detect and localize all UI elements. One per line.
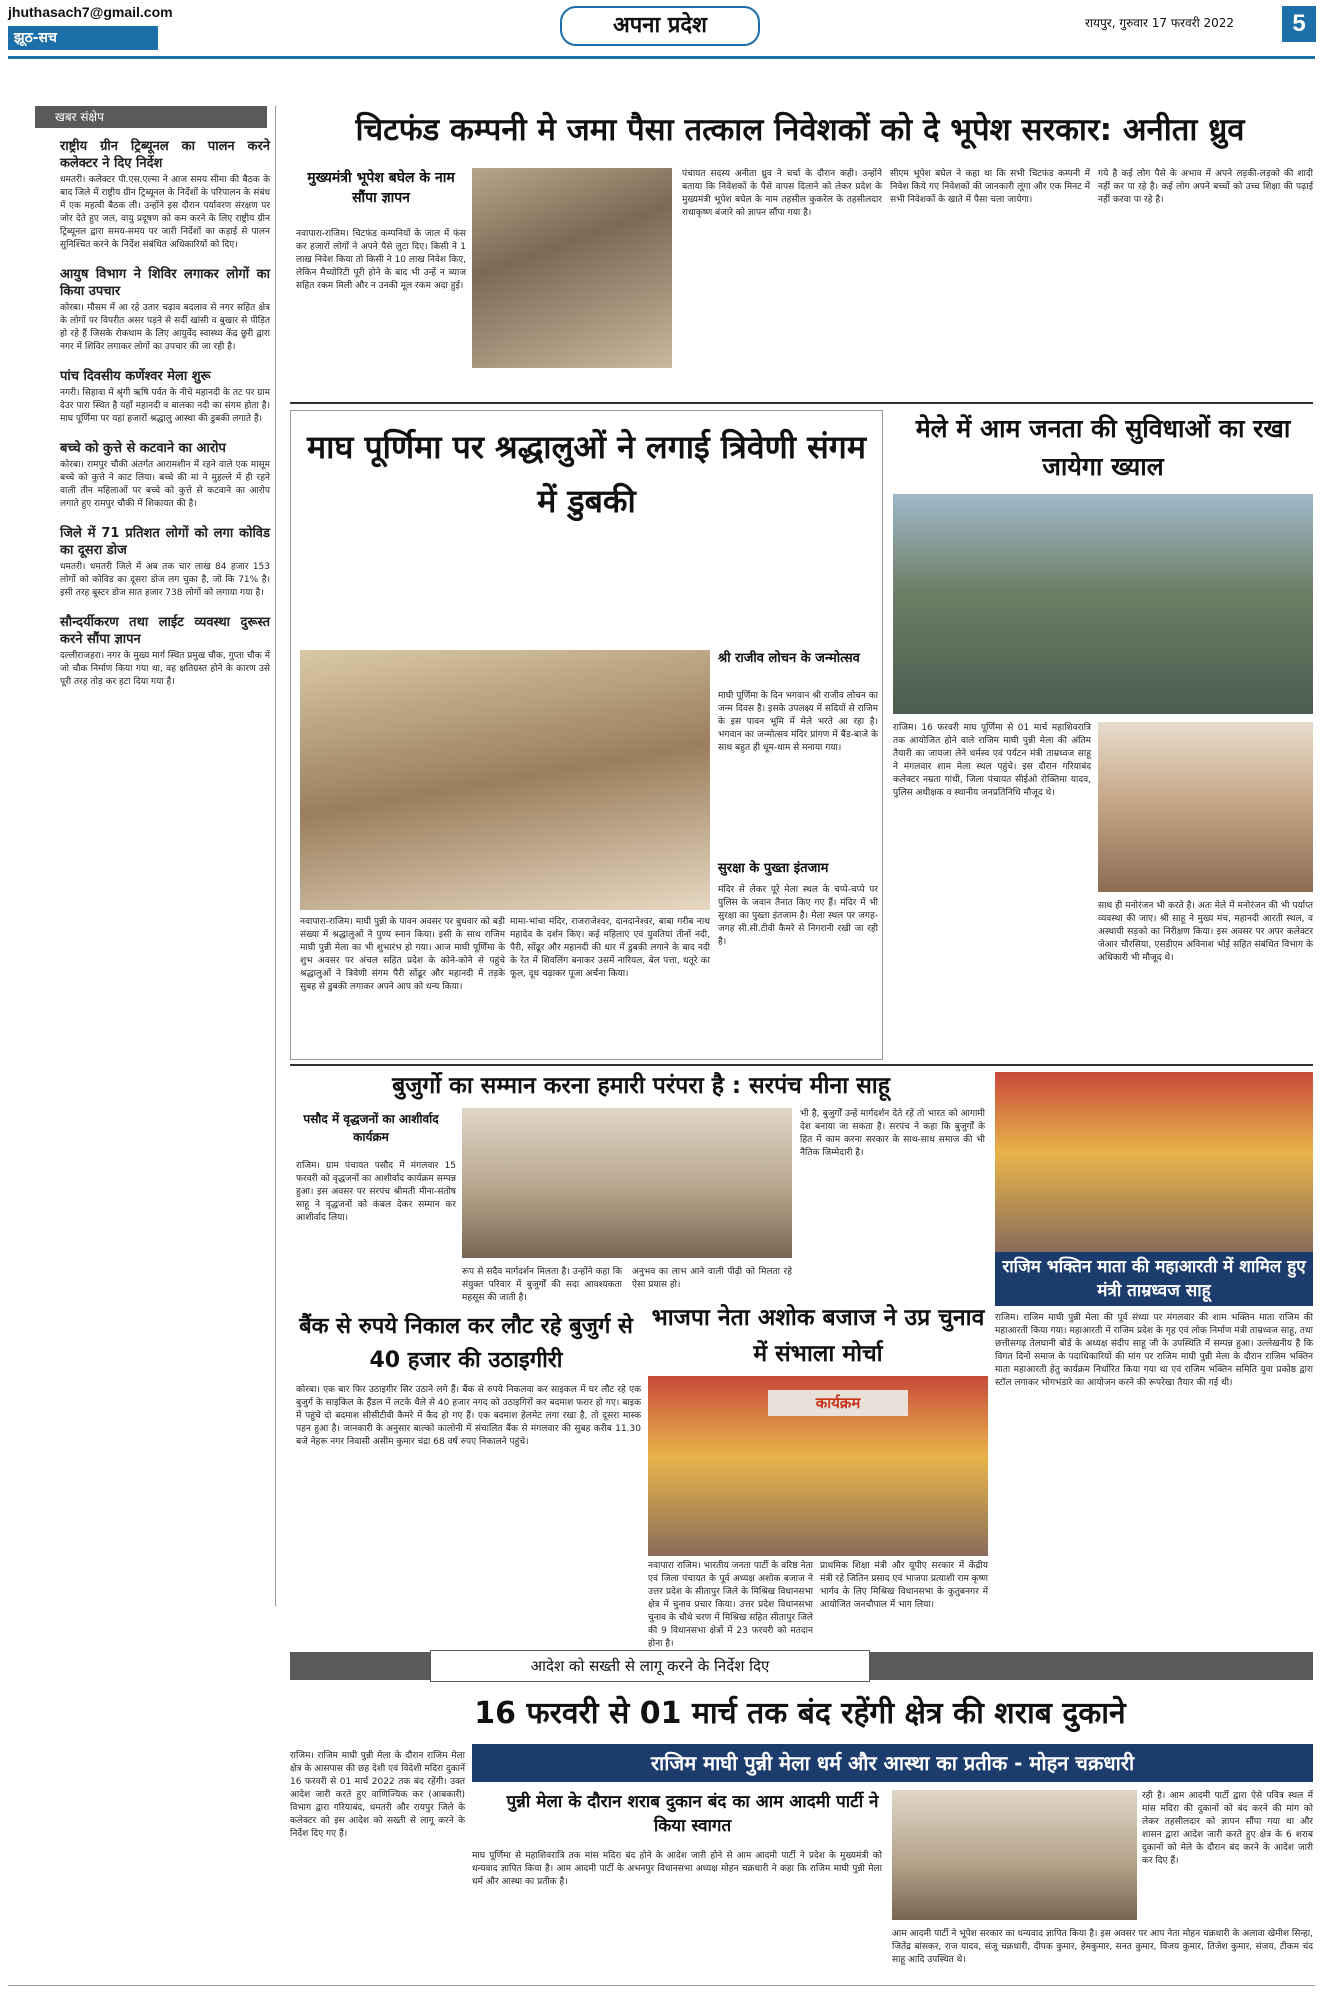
magh-side-body2: मंदिर से लेकर पूरे मेला स्थल के चप्पे-चप्पे पर पुलिस के जवान तैनात किए गए हैं। मंदिर में भी सुरक्षा का पुख्ता इंतजाम है। मेला स्थल पर जगह-जगह सी.सी.टीवी कैमरे से निगरानी रखी जा रही है। (718, 885, 878, 947)
liquor-body-2: माघ पूर्णिमा से महाशिवरात्रि तक मांस मदिरा बंद होने के आदेश जारी होने से आम आदमी पार्टी ने प्रदेश के मुख्यमंत्री को धन्यवाद ज्ञापित किया है। आम आदमी पार्टी के अभनपुर विधानसभा अध्यक्ष मोहन चक्रधारी ने कहा कि राजिम माघी पुन्नी मेला धर्म और आस्था का प्रतीक है। (472, 1851, 882, 1887)
mela-body-2: साथ ही मनोरंजन भी करते है। अतः मेले में मनोरंजन की भी पर्याप्त व्यवस्था की जाए। श्री साहू ने मुख्य मंच, महानदी आरती स्थल, व अस्थायी सड़को का निरीक्षण किया। इस अवसर पर अपर कलेक्टर जेआर चौरसिया, एसडीएम अविनाश भोई सहित संबंधित विभाग के अधिकारी भी मौजूद थे। (1098, 901, 1313, 963)
mid-rule (290, 1064, 1313, 1066)
sarpanch-body-4: भी है, बुजुर्गों उन्हें मार्गदर्शन देते रहें तो भारत को आगामी देश बनाया जा सकता है। सरपंच ने कहा कि बुजुर्गों के हित में काम करना सरकार के साथ-साथ समाज की भी नैतिक जिम्मेदारी है। (800, 1109, 985, 1158)
brief-label: खबर संक्षेप (35, 106, 267, 128)
magh-side-title2: सुरक्षा के पुख्ता इंतजाम (718, 861, 829, 876)
dateline: रायपुर, गुरुवार 17 फरवरी 2022 (1085, 16, 1235, 30)
liquor-photo (892, 1790, 1137, 1920)
page-number: 5 (1282, 6, 1316, 42)
brief-body-4: धमतरी। धमतरी जिले में अब तक चार लाख 84 हजार 153 लोगों को कोविड का दूसरा डोज लग चुका है, जो कि 71% है। इसी तरह बूस्टर डोज सात हजार 738 लोगों को लगाया गया है। (60, 562, 270, 598)
bjp-banner: कार्यक्रम (768, 1390, 908, 1416)
liquor-body-4: आम आदमी पार्टी ने भूपेश सरकार का धन्यवाद ज्ञापित किया है। इस अवसर पर आप नेता मोहन चक्रधारी के अलावा खेमीश सिन्हा, जितेंद्र बांसकर, राज यादव, संजू चक्रधारी, दीपक कुमार, हेमकुमार, सनत कुमार, विजय कुमार, तिजेश कुमार, संजय, टीकम चंद साहू आदि उपस्थित थे। (892, 1929, 1313, 1965)
magh-headline: माघ पूर्णिमा पर श्रद्धालुओं ने लगाई त्रिवेणी संगम में डुबकी (307, 428, 866, 520)
lead-col-4: गये है कई लोग पैसे के अभाव में अपने लड़की-लड़को की शादी नहीं कर पा रहे है। कई लोग अपने बच्चों को उच्च शिक्षा की पढ़ाई नहीं करवा पा रहे है। (1098, 169, 1313, 205)
magh-photo (300, 650, 710, 910)
lead-headline: चिटफंड कम्पनी मे जमा पैसा तत्काल निवेशकों को दे भूपेश सरकार: अनीता ध्रुव (355, 112, 1245, 148)
brief-title-0: राष्ट्रीय ग्रीन ट्रिब्यूनल का पालन करने कलेक्टर ने दिए निर्देश (60, 139, 270, 171)
brief-title-4: जिले में 71 प्रतिशत लोगों को लगा कोविड का दूसरा डोज (60, 526, 270, 558)
magh-body-2: मामा-भांचा मंदिर, राजराजेश्वर, दानदानेश्वर, बाबा गरीब नाथ महादेव के दर्शन किए। कई महिलाएं एवं युवतियां तीनों नदी, पैरी, सोंढूर और महानदी की धार में डुबकी लगाने के बाद नदी के रेत में शिवलिंग बनाकर उसमें नारियल, बेल पत्ता, धतूरे का फूल, दूध चढ़ाकर पूजा अर्चना किया। (510, 917, 710, 979)
bjp-body: नवापारा राजिम। भारतीय जनता पार्टी के वरिष्ठ नेता एवं जिला पंचायत के पूर्व अध्यक्ष अशोक बजाज ने उत्तर प्रदेश के सीतापुर जिले के मिश्रिख विधानसभा क्षेत्र में चुनाव प्रचार किया। उत्तर प्रदेश विधानसभा चुनाव के चौथे चरण में मिश्रिख सहित सीतापुर जिले की 9 विधानसभा क्षेत्रों में 23 फरवरी को मतदान होना है। (648, 1561, 813, 1649)
mela-headline: मेले में आम जनता की सुविधाओं का रखा जायेगा ख्याल (915, 414, 1291, 481)
bjp-photo (648, 1376, 988, 1556)
brief-column (60, 134, 270, 1594)
header-rule (8, 56, 1315, 59)
bhaktin-photo (995, 1072, 1313, 1252)
brief-body-1: कोरबा। मौसम में आ रहे उतार चढ़ाव बदलाव से नगर सहित क्षेत्र के लोगों पर विपरीत असर पड़ने से सर्दी खांसी व बुखार से पीड़ित हो रहे हैं जिसके रोकथाम के लिए आयुर्वेद स्वास्थ्य केंद्र छुरी द्वारा नगर में शिविर लगाकर लोगों का उपचार की जा रही है। (60, 303, 270, 352)
bank-headline: बैंक से रुपये निकाल कर लौट रहे बुजुर्ग से 40 हजार की उठाइगीरी (299, 1314, 633, 1373)
section-title: अपना प्रदेश (560, 6, 760, 46)
liquor-subhead: पुन्नी मेला के दौरान शराब दुकान बंद का आम आदमी पार्टी ने किया स्वागत (506, 1792, 879, 1836)
column-divider (275, 106, 276, 1606)
magh-body: नवापारा-राजिम। माघी पुन्नी के पावन अवसर पर बुधवार को बड़ी संख्या में श्रद्धालुओं ने पुण्य स्नान किया। इसी के साथ राजिम माघी पुन्नी मेला का भी शुभारंभ हो गया। आज माघी पूर्णिमा के शुभ अवसर पर अंचल सहित प्रदेश के कोने-कोने से पहुंचे श्रद्धालुओं ने त्रिवेणी संगम पैरी सोंढूर और महानदी में तड़के सुबह से डुबकी लगाकर अपने आप को धन्य किया। (300, 917, 505, 992)
bhaktin-headline: राजिम भक्तिन माता की महाआरती में शामिल हुए मंत्री ताम्रध्वज साहू (995, 1252, 1313, 1306)
liquor-band: राजिम माघी पुन्नी मेला धर्म और आस्था का प्रतीक - मोहन चक्रधारी (472, 1744, 1313, 1782)
lead-photo (472, 168, 672, 368)
brief-body-2: नगरी। सिहावा में श्रृंगी ऋषि पर्वत के नीचे महानदी के तट पर ग्राम देउर पारा स्थित है यहाँ महानदी व बालका नदी का संगम होता है। माघ पूर्णिमा पर यहां हजारों श्रद्धालु आस्था की डुबकी लगाते हैं। (60, 388, 270, 424)
sarpanch-body: राजिम। ग्राम पंचायत पसौद में मंगलवार 15 फरवरी को वृद्धजनों का आशीर्वाद कार्यक्रम सम्पन्न हुआ। इस अवसर पर सरपंच श्रीमती मीना-संतोष साहू ने वृद्धजनों को कंबल देकर सम्मान कर आशीर्वाद लिया। (296, 1161, 456, 1223)
magh-side-title: श्री राजीव लोचन के जन्मोत्सव (718, 651, 860, 666)
liquor-ribbon: आदेश को सख्ती से लागू करने के निर्देश दिए (430, 1650, 870, 1682)
email-text: jhuthasach7@gmail.com (8, 4, 173, 20)
brief-title-3: बच्चे को कुत्ते से कटवाने का आरोप (60, 441, 226, 456)
mela-body: राजिम। 16 फरवरी माघ पूर्णिमा से 01 मार्च महाशिवरात्रि तक आयोजित होने वाले राजिम माघी पुन्नी मेला की अंतिम तैयारी का जायजा लेने धर्मस्व एवं पर्यटन मंत्री ताम्रध्वज साहू ने मंगलवार शाम मेला स्थल पहुंचे। इस दौरान गरियाबंद कलेक्टर नम्रता गांधी, जिला पंचायत सीईओ रोक्तिमा यादव, पुलिस अधीक्षक व स्थानीय जनप्रतिनिधि मौजूद थे। (893, 723, 1091, 798)
mela-photo-2 (1098, 722, 1313, 892)
brief-title-5: सौन्दर्यीकरण तथा लाईट व्यवस्था दुरूस्त करने सौंपा ज्ञापन (60, 615, 270, 647)
liquor-headline: 16 फरवरी से 01 मार्च तक बंद रहेंगी क्षेत्र की शराब दुकाने (474, 1696, 1126, 1731)
brief-body-5: दल्लीराजहरा। नगर के मुख्य मार्ग स्थित प्रमुख चौक, गुप्ता चौक में जो चौक निर्माण किया गया था, वह क्षतिग्रस्त होने के कारण उसे पूरी तरह तोड़ कर हटा दिया गया है। (60, 651, 270, 687)
bjp-body-2: प्राथमिक शिक्षा मंत्री और यूपीए सरकार में केंद्रीय मंत्री रहे जितिन प्रसाद एवं भाजपा प्रत्याशी राम कृष्ण भार्गव के लिए मिश्रिख विधानसभा के कुतुबनगर में आयोजित जनचौपाल में भाग लिया। (820, 1561, 989, 1610)
brief-title-1: आयुष विभाग ने शिविर लगाकर लोगों का किया उपचार (60, 267, 270, 299)
lead-col-1: नवापारा-राजिम। चिटफंड कम्पनियों के जाल में फंस कर हजारों लोगों ने अपने पैसे लुटा दिए। किसी ने 1 लाख निवेश किया तो किसी ने 10 लाख निवेश किए, लेकिन मैच्योरिटी पूरी होने के बाद भी उन्हें न ब्याज सहित रकम मिली और न उनकी मूल रकम अदा हुई। (296, 229, 466, 291)
liquor-body-3: रही है। आम आदमी पार्टी द्वारा ऐसे पवित्र स्थल में मांस मदिरा की दुकानों को बंद करने की मांग को लेकर तहसीलदार को ज्ञापन सौंपा गया था और शासन द्वारा आदेश जारी करते हुए क्षेत्र के 6 शराब दुकानों को मेले के दौरान बंद करने के आदेश जारी कर दिए हैं। (1142, 1791, 1313, 1866)
liquor-body: राजिम। राजिम माघी पुन्नी मेला के दौरान राजिम मेला क्षेत्र के आसपास की छह देशी एवं विदेशी मदिरा दुकानें 16 फरवरी से 01 मार्च 2022 तक बंद रहेंगी। उक्त आदेश जारी करते हुए वाणिज्यिक कर (आबकारी) विभाग द्वारा गरियाबंद, धमतरी और रायपुर जिले के कलेक्टर को इस आदेश को सख्ती से लागू करने के निर्देश दिए गए हैं। (290, 1751, 465, 1839)
masthead (0, 0, 1323, 60)
bhaktin-body: राजिम। राजिम माघी पुन्नी मेला की पूर्व संध्या पर मंगलवार की शाम भक्तिन माता राजिम की महाआरती किया गया। महाआरती में राजिम प्रदेश के गृह एवं लोक निर्माण मंत्री ताम्रध्वज साहू, तथा छत्तीसगढ़ तेलघानी बोर्ड के अध्यक्ष संदीप साहू जी के उपस्थिति में सम्पन्न हुआ। उल्लेखनीय है कि विगत दिनों समाज के पदाधिकारियों की मांग पर राजिम माघी पुन्नी मेला के दौरान राजिम भक्तिन माता महाआरती हेतु कार्यक्रम निर्धारित किया गया था एवं राजिम भक्तिन समिति युवा प्रकोष्ठ द्वारा स्टॉल लगाकर भोगभंडारे का आयोजन करने की रूपरेखा तैयार की गई थी। (995, 1313, 1313, 1388)
lead-subhead: मुख्यमंत्री भूपेश बघेल के नाम सौंपा ज्ञापन (307, 170, 455, 206)
brief-title-2: पांच दिवसीय कर्णेश्वर मेला शुरू (60, 369, 211, 384)
magh-side-body: माघी पूर्णिमा के दिन भगवान श्री राजीव लोचन का जन्म दिवस है। इसके उपलक्ष्य में सदियों से राजिम के इस पावन भूमि में मेले भरते आ रहा है। भगवान का जन्मोत्सव मंदिर प्रांगण में बैंड-बाजे के साथ बहुत ही धूम-धाम से मनाया गया। (718, 691, 878, 753)
brief-body-3: कोरबा। रामपुर चौकी अंतर्गत आरामशीन में रहने वाले एक मासूम बच्चे को कुत्ते ने काट लिया। बच्चे की मां ने मुहल्ले में ही रहने वाली तीन महिलाओं पर बच्चे को कुत्ते से कटवाने का आरोप लगाते हुए रामपुर चौकी में शिकायत की है। (60, 460, 270, 509)
footer-rule (8, 1985, 1315, 1986)
sarpanch-body-3: अनुभव का लाभ आने वाली पीढ़ी को मिलता रहे ऐसा प्रयास हो। (632, 1267, 792, 1290)
lead-rule (290, 402, 1313, 404)
bank-body: कोरबा। एक बार फिर उठाइगीर सिर उठाने लगे हैं। बैंक से रुपये निकलवा कर साइकल में घर लौट रहे एक बुजुर्ग के साइकिल के हैंडल में लटके थैले से 40 हजार नगद को उठाइगिरों कर बदमाश फरार हो गए। बाइक में पहुंचे दो बदमाश सीसीटीवी कैमरे में कैद हो गए हैं। एक बदमाश हेलमेट लगा रखा है, तो दूसरा मास्क पहन हुआ है। जानकारी के अनुसार बाल्को कालोनी में संचालित बैंक से मंगलवार की सुबह करीब 11.30 बजे नेहरू नगर निवासी असीम कुमार चंद्रा 68 वर्ष रुपए निकालने पहुंचे। (296, 1385, 641, 1447)
sarpanch-headline: बुजुर्गो का सम्मान करना हमारी परंपरा है : सरपंच मीना साहू (392, 1073, 890, 1099)
brand-label: झूठ-सच (8, 26, 158, 50)
sarpanch-body-2: रूप से सदैव मार्गदर्शन मिलता है। उन्होंने कहा कि संयुक्त परिवार में बुजुर्गों की सदा आवश्यकता महसूस की जाती है। (462, 1267, 622, 1303)
mela-photo (893, 494, 1313, 714)
sarpanch-photo (462, 1108, 792, 1258)
brief-body-0: धमतरी। कलेक्टर पी.एस.एल्मा ने आज समय सीमा की बैठक के बाद जिले में राष्ट्रीय ग्रीन ट्रिब्यूनल के निर्देशों के परिपालन के संबंध में एक महत्वी बैठक ली। उन्होंने इस दौरान पर्यावरण संरक्षण पर जोर देते हुए जल, वायु प्रदूषण को कम करने के लिए राष्ट्रीय ग्रीन ट्रिब्यूनल द्वारा समय-समय पर जारी निर्देशों का कड़ाई से पालन सुनिश्चित करने के निर्देश संबंधित अधिकारियों को दिए। (60, 175, 270, 250)
sarpanch-subhead: पसौद में वृद्धजनों का आशीर्वाद कार्यक्रम (303, 1112, 439, 1144)
lead-col-2: पंचायत सदस्य अनीता ध्रुव ने चर्चा के दौरान कही। उन्होंने बताया कि निवेशकों के पैसे वापस दिलाने को लेकर प्रदेश के मुख्यमंत्री भूपेश बघेल के नाम तहसील कुकरेल के तहसीलदार राधाकृष्ण बंजारे को ज्ञापन सौंपा गया है। (682, 169, 882, 218)
lead-col-3: सीएम भूपेश बघेल ने कहा था कि सभी चिटफंड कम्पनी में निवेश किये गए निवेशकों की जानकारी लूंगा और एक मिनट में सभी निवेशकों के खाते में पैसा चला जायेगा। (890, 169, 1090, 205)
bjp-headline: भाजपा नेता अशोक बजाज ने उप्र चुनाव में संभाला मोर्चा (651, 1305, 985, 1367)
